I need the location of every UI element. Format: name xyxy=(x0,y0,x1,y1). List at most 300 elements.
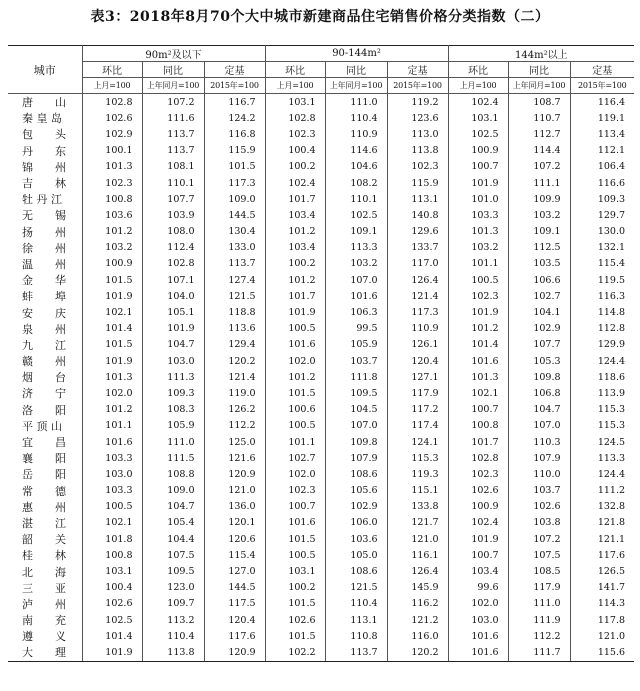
value-cell-base-medium: 116.1 xyxy=(387,547,448,563)
value-cell-yoy-small: 111.0 xyxy=(142,434,204,450)
value-cell-base-small: 133.0 xyxy=(204,240,265,256)
value-cell-mom-medium: 100.5 xyxy=(265,547,325,563)
city-name-cell: 吉 林 xyxy=(8,175,82,191)
value-cell-yoy-large: 103.5 xyxy=(508,256,570,272)
value-cell-mom-medium: 100.4 xyxy=(265,143,325,159)
value-cell-base-small: 120.9 xyxy=(204,466,265,482)
city-name-cell: 锦 州 xyxy=(8,159,82,175)
value-cell-mom-medium: 101.5 xyxy=(265,628,325,644)
value-cell-yoy-small: 107.1 xyxy=(142,272,204,288)
value-cell-yoy-medium: 103.2 xyxy=(325,256,387,272)
value-cell-mom-medium: 100.2 xyxy=(265,159,325,175)
value-cell-base-medium: 110.9 xyxy=(387,321,448,337)
value-cell-base-medium: 115.1 xyxy=(387,483,448,499)
value-cell-mom-medium: 101.5 xyxy=(265,531,325,547)
table-row xyxy=(8,596,634,612)
value-cell-mom-small: 100.8 xyxy=(82,191,142,207)
value-cell-mom-small: 101.3 xyxy=(82,369,142,385)
value-cell-base-medium: 117.0 xyxy=(387,256,448,272)
value-cell-mom-large: 101.2 xyxy=(448,321,508,337)
value-cell-mom-small: 102.6 xyxy=(82,596,142,612)
value-cell-mom-medium: 102.3 xyxy=(265,126,325,142)
value-cell-mom-small: 102.8 xyxy=(82,94,142,111)
value-cell-base-small: 120.1 xyxy=(204,515,265,531)
value-cell-base-small: 127.4 xyxy=(204,272,265,288)
value-cell-mom-small: 100.1 xyxy=(82,143,142,159)
city-column-header: 城市 xyxy=(8,46,82,94)
base-label-fixed: 2015年=100 xyxy=(570,78,634,94)
value-cell-mom-medium: 102.8 xyxy=(265,110,325,126)
value-cell-base-small: 115.4 xyxy=(204,547,265,563)
city-name-cell: 徐 州 xyxy=(8,240,82,256)
base-label-mom: 上月=100 xyxy=(265,78,325,94)
value-cell-base-medium: 121.2 xyxy=(387,612,448,628)
value-cell-base-large: 130.0 xyxy=(597,226,626,238)
value-cell-mom-large: 102.4 xyxy=(448,515,508,531)
value-cell-mom-large: 101.3 xyxy=(448,224,508,240)
value-cell-mom-medium: 101.2 xyxy=(265,272,325,288)
value-cell-base-large: 117.8 xyxy=(597,614,626,626)
table-row xyxy=(8,499,634,515)
city-name-cell: 九 江 xyxy=(8,337,82,353)
city-name-cell: 惠 州 xyxy=(8,499,82,515)
value-cell-mom-large: 102.0 xyxy=(448,596,508,612)
value-cell-yoy-medium: 104.6 xyxy=(325,159,387,175)
value-cell-base-medium: 117.9 xyxy=(387,385,448,401)
value-cell-base-medium: 126.4 xyxy=(387,272,448,288)
value-cell-base-medium: 117.4 xyxy=(387,418,448,434)
value-cell-mom-small: 101.8 xyxy=(82,531,142,547)
value-cell-yoy-large: 110.3 xyxy=(508,434,570,450)
value-cell-base-medium: 126.4 xyxy=(387,563,448,579)
value-cell-mom-small: 103.3 xyxy=(82,483,142,499)
city-name-cell: 南 充 xyxy=(8,612,82,628)
city-name-cell: 烟 台 xyxy=(8,369,82,385)
value-cell-base-large: 116.3 xyxy=(597,290,626,302)
value-cell-base-small: 109.0 xyxy=(204,191,265,207)
value-cell-yoy-large: 106.6 xyxy=(508,272,570,288)
city-name-cell: 包 头 xyxy=(8,126,82,142)
table-row xyxy=(8,547,634,563)
value-cell-yoy-small: 113.8 xyxy=(142,644,204,661)
city-name-cell: 遵 义 xyxy=(8,628,82,644)
table-row xyxy=(8,191,634,207)
value-cell-base-large: 106.4 xyxy=(597,161,626,173)
value-cell-yoy-medium: 110.4 xyxy=(325,110,387,126)
value-cell-mom-small: 102.9 xyxy=(82,126,142,142)
value-cell-mom-small: 101.2 xyxy=(82,402,142,418)
value-cell-base-large: 129.9 xyxy=(597,339,626,351)
table-row xyxy=(8,644,634,661)
table-row xyxy=(8,402,634,418)
city-name-cell: 襄 阳 xyxy=(8,450,82,466)
value-cell-base-small: 115.9 xyxy=(204,143,265,159)
value-cell-base-small: 101.5 xyxy=(204,159,265,175)
value-cell-base-large: 113.9 xyxy=(597,387,626,399)
value-cell-base-small: 117.3 xyxy=(204,175,265,191)
value-cell-mom-small: 102.1 xyxy=(82,304,142,320)
value-cell-yoy-large: 107.9 xyxy=(508,450,570,466)
city-name-cell: 岳 阳 xyxy=(8,466,82,482)
value-cell-base-medium: 116.0 xyxy=(387,628,448,644)
value-cell-yoy-large: 104.1 xyxy=(508,304,570,320)
value-cell-base-large: 121.1 xyxy=(597,533,626,545)
value-cell-mom-small: 101.9 xyxy=(82,644,142,661)
value-cell-mom-small: 101.4 xyxy=(82,321,142,337)
value-cell-base-small: 113.7 xyxy=(204,256,265,272)
value-cell-mom-small: 101.4 xyxy=(82,628,142,644)
value-cell-mom-medium: 100.5 xyxy=(265,321,325,337)
value-cell-yoy-medium: 104.5 xyxy=(325,402,387,418)
value-cell-mom-large: 102.4 xyxy=(448,94,508,111)
value-cell-yoy-small: 111.3 xyxy=(142,369,204,385)
value-cell-base-large: 141.7 xyxy=(597,582,626,594)
value-cell-yoy-small: 104.4 xyxy=(142,531,204,547)
value-cell-mom-large: 99.6 xyxy=(448,580,508,596)
table-row xyxy=(8,434,634,450)
value-cell-yoy-large: 109.1 xyxy=(508,224,570,240)
value-cell-mom-medium: 100.5 xyxy=(265,418,325,434)
city-name-cell: 无 锡 xyxy=(8,207,82,223)
value-cell-yoy-medium: 108.6 xyxy=(325,563,387,579)
city-name-cell: 洛 阳 xyxy=(8,402,82,418)
value-cell-base-small: 144.5 xyxy=(204,580,265,596)
subheader-fixed-base: 定基 xyxy=(204,62,265,78)
value-cell-mom-large: 103.0 xyxy=(448,612,508,628)
value-cell-mom-medium: 101.5 xyxy=(265,385,325,401)
value-cell-mom-small: 100.8 xyxy=(82,547,142,563)
value-cell-mom-medium: 102.3 xyxy=(265,483,325,499)
city-name-cell: 桂 林 xyxy=(8,547,82,563)
table-row xyxy=(8,418,634,434)
value-cell-mom-medium: 103.4 xyxy=(265,240,325,256)
value-cell-yoy-large: 112.7 xyxy=(508,126,570,142)
value-cell-yoy-medium: 107.0 xyxy=(325,418,387,434)
value-cell-yoy-large: 107.0 xyxy=(508,418,570,434)
value-cell-mom-large: 101.4 xyxy=(448,337,508,353)
value-cell-mom-small: 103.3 xyxy=(82,450,142,466)
value-cell-yoy-large: 103.2 xyxy=(508,207,570,223)
value-cell-base-large: 124.4 xyxy=(597,468,626,480)
value-cell-yoy-small: 113.7 xyxy=(142,126,204,142)
value-cell-mom-small: 102.5 xyxy=(82,612,142,628)
city-name-cell: 泉 州 xyxy=(8,321,82,337)
value-cell-base-medium: 113.1 xyxy=(387,191,448,207)
value-cell-yoy-small: 112.4 xyxy=(142,240,204,256)
value-cell-yoy-medium: 105.0 xyxy=(325,547,387,563)
value-cell-mom-medium: 101.1 xyxy=(265,434,325,450)
value-cell-base-large: 115.4 xyxy=(597,258,626,270)
value-cell-base-medium: 117.2 xyxy=(387,402,448,418)
value-cell-yoy-medium: 106.0 xyxy=(325,515,387,531)
value-cell-mom-medium: 101.7 xyxy=(265,191,325,207)
value-cell-mom-large: 103.3 xyxy=(448,207,508,223)
value-cell-yoy-small: 108.0 xyxy=(142,224,204,240)
value-cell-mom-small: 101.6 xyxy=(82,434,142,450)
value-cell-mom-small: 102.6 xyxy=(82,110,142,126)
value-cell-mom-medium: 101.6 xyxy=(265,515,325,531)
value-cell-mom-medium: 101.5 xyxy=(265,596,325,612)
value-cell-yoy-medium: 113.1 xyxy=(325,612,387,628)
table-row xyxy=(8,450,634,466)
value-cell-yoy-medium: 111.0 xyxy=(325,94,387,111)
value-cell-base-medium: 145.9 xyxy=(387,580,448,596)
value-cell-yoy-large: 111.9 xyxy=(508,612,570,628)
value-cell-base-large: 114.8 xyxy=(597,307,626,319)
value-cell-base-small: 119.0 xyxy=(204,385,265,401)
value-cell-base-small: 120.9 xyxy=(204,644,265,661)
table-row xyxy=(8,240,634,256)
base-label-yoy: 上年同月=100 xyxy=(142,78,204,94)
city-name-cell: 三 亚 xyxy=(8,580,82,596)
value-cell-mom-small: 102.1 xyxy=(82,515,142,531)
group-header-medium: 90-144m² xyxy=(265,46,448,62)
value-cell-mom-large: 102.5 xyxy=(448,126,508,142)
base-label-mom: 上月=100 xyxy=(82,78,142,94)
table-title: 表3：2018年8月70个大中城市新建商品住宅销售价格分类指数（二） xyxy=(90,9,550,25)
table-row xyxy=(8,272,634,288)
value-cell-base-large: 118.6 xyxy=(597,371,626,383)
value-cell-mom-medium: 102.7 xyxy=(265,450,325,466)
value-cell-mom-large: 102.8 xyxy=(448,450,508,466)
value-cell-yoy-large: 107.5 xyxy=(508,547,570,563)
value-cell-yoy-large: 109.9 xyxy=(508,191,570,207)
value-cell-base-medium: 126.1 xyxy=(387,337,448,353)
value-cell-yoy-large: 105.3 xyxy=(508,353,570,369)
value-cell-yoy-small: 109.3 xyxy=(142,385,204,401)
value-cell-yoy-small: 111.5 xyxy=(142,450,204,466)
value-cell-mom-small: 101.3 xyxy=(82,159,142,175)
value-cell-mom-small: 101.1 xyxy=(82,418,142,434)
value-cell-mom-small: 101.9 xyxy=(82,288,142,304)
value-cell-mom-medium: 102.6 xyxy=(265,612,325,628)
value-cell-base-small: 125.0 xyxy=(204,434,265,450)
value-cell-yoy-medium: 121.5 xyxy=(325,580,387,596)
value-cell-base-medium: 121.4 xyxy=(387,288,448,304)
value-cell-yoy-large: 108.5 xyxy=(508,563,570,579)
value-cell-mom-medium: 101.9 xyxy=(265,304,325,320)
value-cell-yoy-large: 109.8 xyxy=(508,369,570,385)
table-row xyxy=(8,321,634,337)
value-cell-base-large: 113.4 xyxy=(597,128,626,140)
city-name-cell: 温 州 xyxy=(8,256,82,272)
value-cell-base-medium: 121.7 xyxy=(387,515,448,531)
value-cell-base-small: 120.2 xyxy=(204,353,265,369)
city-name-cell: 金 华 xyxy=(8,272,82,288)
value-cell-mom-small: 103.0 xyxy=(82,466,142,482)
base-label-mom: 上月=100 xyxy=(448,78,508,94)
value-cell-yoy-small: 102.8 xyxy=(142,256,204,272)
city-name-cell: 泸 州 xyxy=(8,596,82,612)
base-label-fixed: 2015年=100 xyxy=(204,78,265,94)
city-name-cell: 济 宁 xyxy=(8,385,82,401)
value-cell-base-medium: 113.8 xyxy=(387,143,448,159)
value-cell-base-small: 121.0 xyxy=(204,483,265,499)
subheader-yoy: 同比 xyxy=(325,62,387,78)
value-cell-mom-large: 103.4 xyxy=(448,563,508,579)
value-cell-mom-small: 101.9 xyxy=(82,353,142,369)
value-cell-mom-large: 100.7 xyxy=(448,402,508,418)
city-name-cell: 韶 关 xyxy=(8,531,82,547)
value-cell-mom-small: 101.5 xyxy=(82,272,142,288)
value-cell-base-small: 120.6 xyxy=(204,531,265,547)
value-cell-mom-large: 101.1 xyxy=(448,256,508,272)
value-cell-mom-large: 101.7 xyxy=(448,434,508,450)
value-cell-yoy-large: 111.1 xyxy=(508,175,570,191)
value-cell-mom-large: 100.8 xyxy=(448,418,508,434)
value-cell-base-medium: 133.7 xyxy=(387,240,448,256)
value-cell-mom-large: 101.9 xyxy=(448,175,508,191)
subheader-mom: 环比 xyxy=(448,62,508,78)
value-cell-yoy-small: 104.0 xyxy=(142,288,204,304)
value-cell-yoy-medium: 109.8 xyxy=(325,434,387,450)
value-cell-yoy-large: 103.8 xyxy=(508,515,570,531)
value-cell-mom-small: 100.9 xyxy=(82,256,142,272)
value-cell-yoy-medium: 114.6 xyxy=(325,143,387,159)
value-cell-mom-large: 102.6 xyxy=(448,483,508,499)
city-name-cell: 蚌 埠 xyxy=(8,288,82,304)
table-row xyxy=(8,337,634,353)
subheader-mom: 环比 xyxy=(82,62,142,78)
value-cell-base-large: 111.2 xyxy=(597,485,626,497)
value-cell-mom-medium: 101.7 xyxy=(265,288,325,304)
value-cell-base-large: 119.1 xyxy=(597,112,626,124)
value-cell-base-large: 126.5 xyxy=(597,566,626,578)
value-cell-mom-large: 102.3 xyxy=(448,466,508,482)
value-cell-base-medium: 119.2 xyxy=(387,94,448,111)
value-cell-base-large: 116.4 xyxy=(597,96,626,108)
value-cell-base-medium: 127.1 xyxy=(387,369,448,385)
value-cell-mom-large: 101.6 xyxy=(448,628,508,644)
table-row xyxy=(8,94,634,111)
value-cell-base-small: 121.6 xyxy=(204,450,265,466)
value-cell-mom-large: 102.3 xyxy=(448,288,508,304)
base-label-fixed: 2015年=100 xyxy=(387,78,448,94)
value-cell-yoy-medium: 109.1 xyxy=(325,224,387,240)
table-row xyxy=(8,515,634,531)
table-row xyxy=(8,256,634,272)
table-row xyxy=(8,126,634,142)
table-row xyxy=(8,110,634,126)
subheader-yoy: 同比 xyxy=(142,62,204,78)
value-cell-mom-large: 101.9 xyxy=(448,304,508,320)
value-cell-base-large: 121.8 xyxy=(597,517,626,529)
value-cell-yoy-large: 110.0 xyxy=(508,466,570,482)
city-name-cell: 大 理 xyxy=(8,644,82,661)
value-cell-yoy-small: 107.5 xyxy=(142,547,204,563)
value-cell-yoy-large: 107.7 xyxy=(508,337,570,353)
value-cell-yoy-small: 113.2 xyxy=(142,612,204,628)
value-cell-base-large: 115.3 xyxy=(597,420,626,432)
value-cell-base-large: 109.3 xyxy=(597,193,626,205)
value-cell-yoy-large: 107.2 xyxy=(508,531,570,547)
table-row xyxy=(8,159,634,175)
value-cell-yoy-small: 104.7 xyxy=(142,499,204,515)
value-cell-base-small: 144.5 xyxy=(204,207,265,223)
value-cell-mom-large: 101.0 xyxy=(448,191,508,207)
subheader-mom: 环比 xyxy=(265,62,325,78)
value-cell-yoy-medium: 108.2 xyxy=(325,175,387,191)
value-cell-base-large: 112.8 xyxy=(597,323,626,335)
value-cell-yoy-large: 114.4 xyxy=(508,143,570,159)
value-cell-yoy-small: 103.0 xyxy=(142,353,204,369)
value-cell-mom-small: 102.3 xyxy=(82,175,142,191)
value-cell-yoy-large: 102.9 xyxy=(508,321,570,337)
value-cell-yoy-large: 117.9 xyxy=(508,580,570,596)
value-cell-yoy-small: 113.7 xyxy=(142,143,204,159)
table-row xyxy=(8,143,634,159)
value-cell-yoy-large: 102.7 xyxy=(508,288,570,304)
value-cell-base-medium: 123.6 xyxy=(387,110,448,126)
value-cell-base-small: 117.6 xyxy=(204,628,265,644)
value-cell-base-medium: 140.8 xyxy=(387,207,448,223)
value-cell-mom-medium: 103.4 xyxy=(265,207,325,223)
value-cell-yoy-medium: 110.4 xyxy=(325,596,387,612)
value-cell-base-large: 115.6 xyxy=(570,644,634,661)
city-name-cell: 安 庆 xyxy=(8,304,82,320)
value-cell-yoy-medium: 99.5 xyxy=(325,321,387,337)
value-cell-yoy-medium: 106.3 xyxy=(325,304,387,320)
value-cell-base-medium: 115.3 xyxy=(387,450,448,466)
value-cell-yoy-small: 110.1 xyxy=(142,175,204,191)
subheader-fixed-base: 定基 xyxy=(570,62,634,78)
value-cell-base-small: 136.0 xyxy=(204,499,265,515)
value-cell-yoy-large: 112.2 xyxy=(508,628,570,644)
value-cell-mom-small: 101.2 xyxy=(82,224,142,240)
value-cell-yoy-medium: 109.5 xyxy=(325,385,387,401)
value-cell-yoy-large: 106.8 xyxy=(508,385,570,401)
value-cell-base-large: 116.6 xyxy=(597,177,626,189)
value-cell-base-large: 132.1 xyxy=(597,242,626,254)
city-name-cell: 常 德 xyxy=(8,483,82,499)
value-cell-yoy-small: 107.2 xyxy=(142,94,204,111)
value-cell-base-small: 113.6 xyxy=(204,321,265,337)
value-cell-mom-small: 103.1 xyxy=(82,563,142,579)
value-cell-base-small: 126.2 xyxy=(204,402,265,418)
value-cell-mom-small: 100.5 xyxy=(82,499,142,515)
value-cell-base-large: 124.5 xyxy=(597,436,626,448)
value-cell-base-large: 115.3 xyxy=(597,404,626,416)
value-cell-base-small: 112.2 xyxy=(204,418,265,434)
value-cell-mom-medium: 101.2 xyxy=(265,224,325,240)
value-cell-mom-large: 101.6 xyxy=(448,644,508,661)
value-cell-base-small: 121.4 xyxy=(204,369,265,385)
value-cell-yoy-large: 102.6 xyxy=(508,499,570,515)
value-cell-yoy-small: 101.9 xyxy=(142,321,204,337)
city-name-cell: 牡 丹 江 xyxy=(8,191,82,207)
value-cell-mom-medium: 100.2 xyxy=(265,580,325,596)
table-row xyxy=(8,224,634,240)
value-cell-mom-medium: 102.0 xyxy=(265,466,325,482)
base-label-yoy: 上年同月=100 xyxy=(508,78,570,94)
value-cell-base-medium: 113.0 xyxy=(387,126,448,142)
value-cell-mom-medium: 102.0 xyxy=(265,353,325,369)
value-cell-mom-small: 101.5 xyxy=(82,337,142,353)
table-row xyxy=(8,466,634,482)
value-cell-yoy-medium: 102.9 xyxy=(325,499,387,515)
value-cell-mom-large: 103.2 xyxy=(448,240,508,256)
value-cell-base-large: 132.8 xyxy=(597,501,626,513)
city-name-cell: 北 海 xyxy=(8,563,82,579)
value-cell-base-medium: 121.0 xyxy=(387,531,448,547)
value-cell-yoy-medium: 105.6 xyxy=(325,483,387,499)
value-cell-yoy-small: 108.1 xyxy=(142,159,204,175)
value-cell-yoy-small: 109.7 xyxy=(142,596,204,612)
value-cell-yoy-large: 112.5 xyxy=(508,240,570,256)
value-cell-mom-medium: 102.2 xyxy=(265,644,325,661)
value-cell-yoy-small: 108.8 xyxy=(142,466,204,482)
value-cell-base-small: 116.8 xyxy=(204,126,265,142)
